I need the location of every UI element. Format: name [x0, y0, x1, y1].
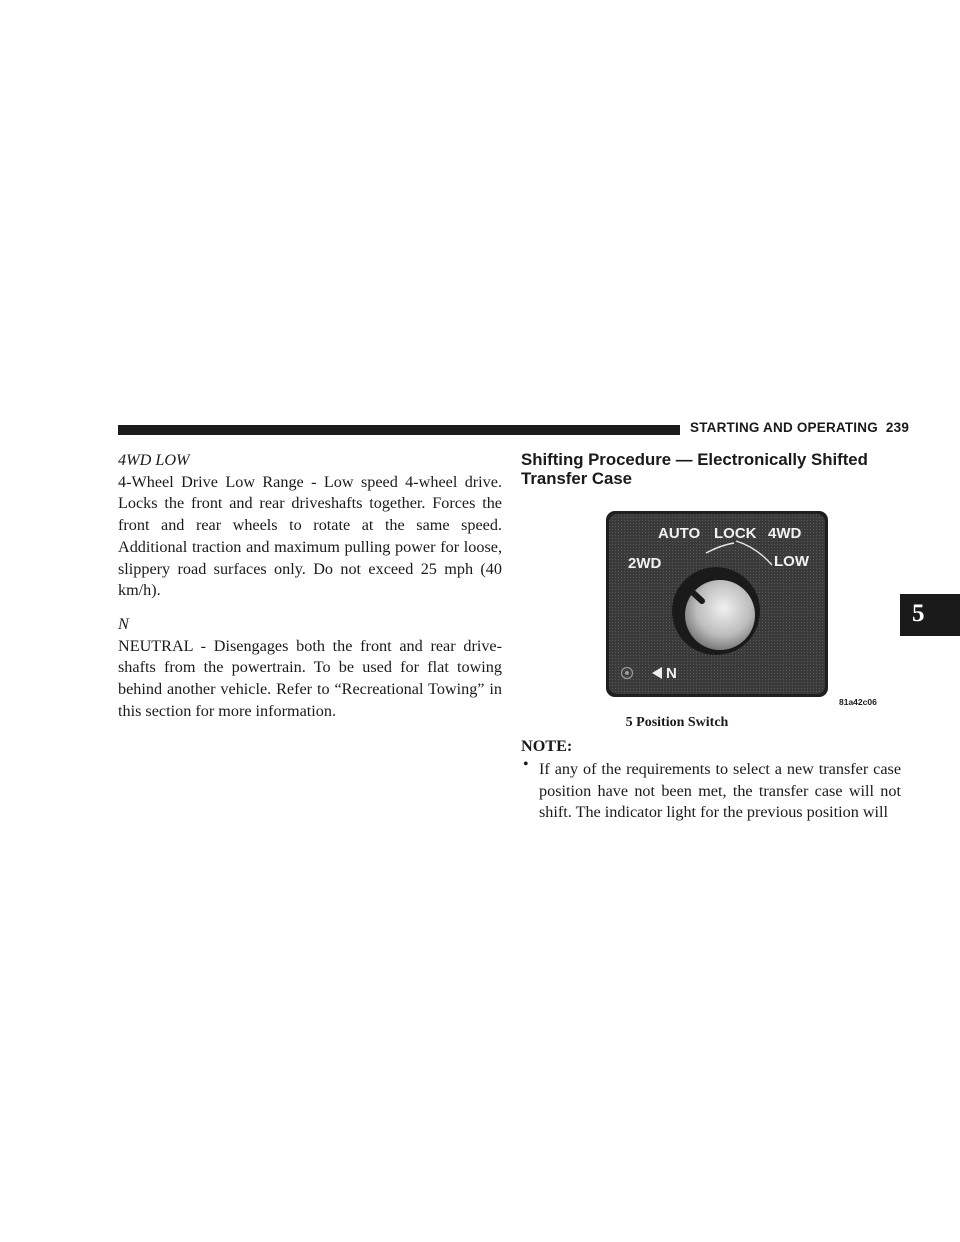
chapter-number: 5: [912, 600, 925, 627]
label-low: LOW: [774, 553, 809, 570]
label-lock: LOCK: [714, 525, 757, 542]
label-4wd: 4WD: [768, 525, 802, 542]
label-2wd: 2WD: [628, 555, 662, 572]
header-rule: [118, 425, 680, 435]
running-header: [690, 420, 909, 435]
bullet-marker: •: [523, 756, 529, 773]
label-n: N: [666, 665, 677, 682]
paragraph-neutral: NEUTRAL - Disengages both the front and rear drive-shafts from the powertrain. To be used for flat towing behind another vehicle. Refer to “Recreational Towing” in this section for more information.: [118, 636, 502, 720]
note-bullet-text: If any of the requirements to select a new transfer case position have not been met, the transfer case will not shift. The indicator light for the previous position will: [539, 760, 901, 822]
figure-code: 81a42c06: [839, 697, 877, 707]
five-position-switch-figure: [606, 511, 828, 697]
figure-caption: 5 Position Switch: [625, 715, 729, 730]
chapter-tab: [900, 594, 960, 636]
section-heading: Shifting Procedure — Electronically Shifted Transfer Case: [521, 450, 868, 488]
paragraph-4wd-low: 4-Wheel Drive Low Range - Low speed 4-wheel drive. Locks the front and rear driveshafts together. Forces the front and rear wheels to rotate at the same speed. Additional traction and maximum pulling power for loose, slippery road surfaces only. Do not exceed 25 mph (40 km/h).: [118, 472, 502, 600]
left-column: [118, 450, 502, 722]
note-label: NOTE:: [521, 737, 573, 755]
term-4wd-low: 4WD LOW: [118, 451, 190, 469]
page-number: 239: [885, 420, 910, 435]
term-n: N: [118, 614, 129, 633]
header-section-title: STARTING AND OPERATING: [690, 420, 878, 435]
label-auto: AUTO: [658, 525, 701, 542]
